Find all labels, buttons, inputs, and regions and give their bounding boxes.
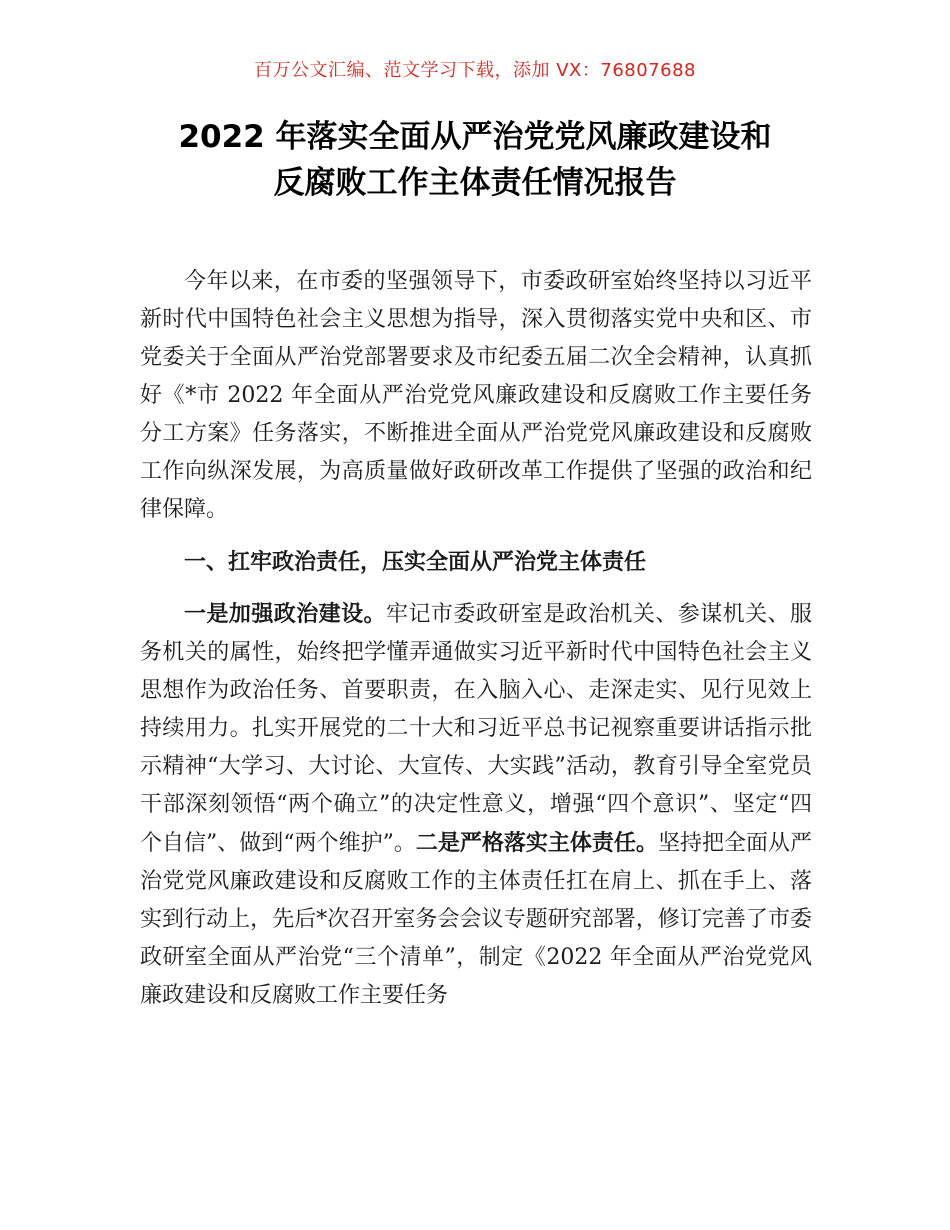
document-title	[0, 114, 950, 206]
watermark-banner: 百万公文汇编、范文学习下载，添加 VX：76807688	[254, 60, 696, 81]
point-lead-1: 一是加强政治建设。	[184, 601, 386, 627]
intro-paragraph: 今年以来，在市委的坚强领导下，市委政研室始终坚持以习近平新时代中国特色社会主义思想为指导，深入贯彻落实党中央和区、市党委关于全面从严治党部署要求及市纪委五届二次全会精神，认真抓好《*市 2022 年全面从严治党党风廉政建设和反腐败工作主要任务分工方案》任务落实，不断推进全面从严治党党风廉政建设和反腐败工作向纵深发展，为高质量做好政研改革工作提供了坚强的政治和纪律保障。	[140, 269, 812, 522]
section-paragraph	[140, 595, 812, 1015]
document-body	[140, 263, 812, 1015]
point-text-2: 坚持把全面从严治党党风廉政建设和反腐败工作的主体责任扛在肩上、抓在手上、落实到行动上，先后*次召开室务会会议专题研究部署，修订完善了市委政研室全面从严治党“三个清单”，制定《2022 年全面从严治党党风廉政建设和反腐败工作主要任务	[140, 831, 812, 1008]
point-text-1: 牢记市委政研室是政治机关、参谋机关、服务机关的属性，始终把学懂弄通做实习近平新时代中国特色社会主义思想作为政治任务、首要职责，在入脑入心、走深走实、见行见效上持续用力。扎实开展党的二十大和习近平总书记视察重要讲话指示批示精神“大学习、大讨论、大宣传、大实践”活动，教育引导全室党员干部深刻领悟“两个确立”的决定性意义，增强“四个意识”、坚定“四个自信”、做到“两个维护”。	[140, 602, 812, 856]
section-heading: 一、扛牢政治责任，压实全面从严治党主体责任	[184, 549, 647, 575]
title-line-2: 反腐败工作主体责任情况报告	[273, 165, 677, 201]
title-line-1: 2022 年落实全面从严治党党风廉政建设和	[178, 119, 772, 155]
point-lead-2: 二是严格落实主体责任。	[415, 830, 658, 856]
